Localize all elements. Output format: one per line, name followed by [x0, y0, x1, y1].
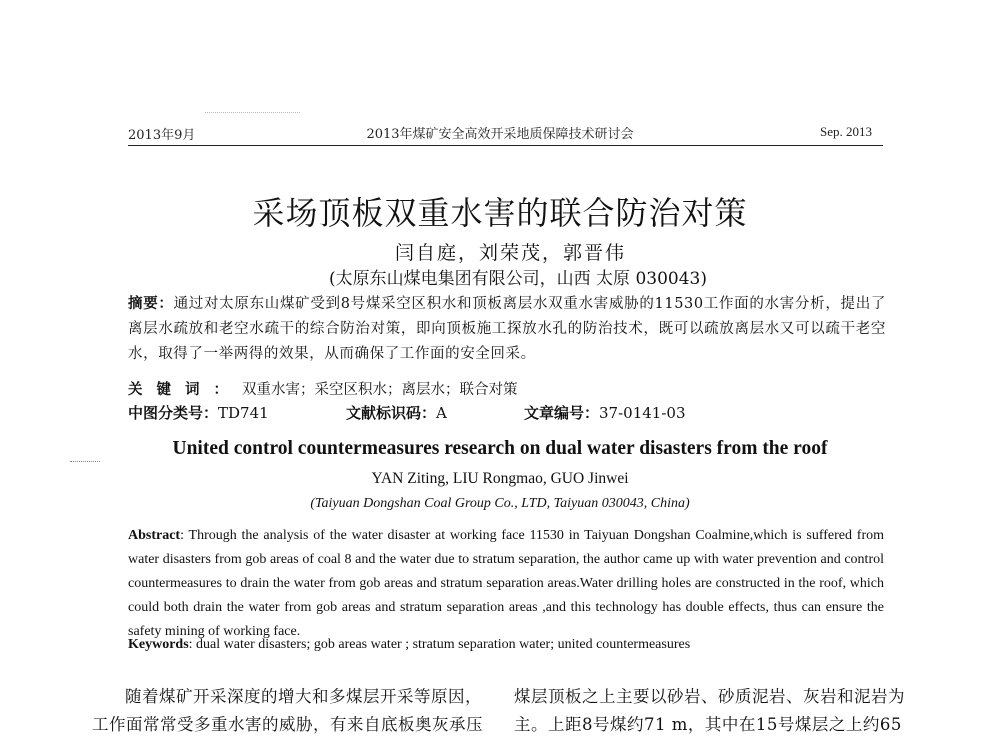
article-no-label: 文章编号：	[524, 404, 600, 422]
margin-decoration	[70, 461, 100, 462]
keywords-en-label: Keywords	[128, 637, 189, 652]
header-decoration	[205, 112, 300, 113]
body-line: 主。上距8号煤约71 m，其中在15号煤层之上约65	[514, 715, 902, 734]
abstract-en	[128, 524, 884, 644]
affiliation-en: (Taiyuan Dongshan Coal Group Co., LTD, Taiyuan 030043, China)	[310, 496, 690, 511]
body-line: 煤层顶板之上主要以砂岩、砂质泥岩、灰岩和泥岩为	[514, 687, 905, 706]
keywords-en-text: : dual water disasters; gob areas water ; stratum separation water; united countermeasures	[188, 637, 691, 652]
body-column-left	[92, 683, 492, 739]
header-date-cn: 2013年9月	[128, 128, 196, 143]
article-number	[524, 402, 686, 423]
header-rule	[128, 145, 883, 146]
body-column-right	[514, 683, 919, 739]
clc-value: TD741	[218, 404, 269, 422]
keywords-en	[128, 637, 690, 653]
abstract-cn-label: 摘要：	[128, 296, 174, 312]
header-date-en: Sep. 2013	[820, 124, 872, 139]
abstract-en-text: : Through the analysis of the water disaster at working face 11530 in Taiyuan Dongshan Coalmine,which is suffered from water disasters from gob areas of coal 8 and the water due to stratum separation, the author came up with water prevention and control countermeasures to drain the water from gob areas and stratum separation areas.Water drilling holes are constructed in the roof, which could both drain the water from gob areas and stratum separation areas ,and this technology has double effects, thus can ensure the safety mining of working face.	[128, 528, 884, 639]
body-line: 工作面常常受多重水害的威胁，有来自底板奥灰承压	[92, 715, 483, 734]
keywords-cn-text: 双重水害；采空区积水；离层水；联合对策	[242, 382, 518, 398]
abstract-en-label: Abstract	[128, 528, 181, 543]
doc-code-value: A	[436, 404, 447, 422]
affiliation-cn: (太原东山煤电集团有限公司，山西 太原 030043)	[329, 269, 707, 289]
document-code	[346, 402, 447, 423]
article-no-value: 37-0141-03	[599, 404, 686, 422]
paper-title-en: United control countermeasures research on dual water disasters from the roof	[172, 438, 828, 459]
abstract-cn	[128, 292, 886, 367]
clc-label: 中图分类号：	[128, 404, 219, 422]
paper-title-cn: 采场顶板双重水害的联合防治对策	[252, 194, 748, 232]
authors-en: YAN Ziting, LIU Rongmao, GUO Jinwei	[371, 470, 629, 487]
clc-number	[128, 402, 269, 423]
authors-cn: 闫自庭，刘荣茂，郭晋伟	[395, 242, 627, 264]
keywords-cn-label: 关键词：	[128, 382, 242, 398]
doc-code-label: 文献标识码：	[346, 404, 437, 422]
header-conference: 2013年煤矿安全高效开采地质保障技术研讨会	[366, 127, 634, 142]
abstract-cn-text: 通过对太原东山煤矿受到8号煤采空区积水和顶板离层水双重水害威胁的11530工作面的水害分析，提出了离层水疏放和老空水疏干的综合防治对策，即向顶板施工探放水孔的防治技术，既可以疏放离层水又可以疏干老空水，取得了一举两得的效果，从而确保了工作面的安全回采。	[128, 296, 886, 362]
body-line: 随着煤矿开采深度的增大和多煤层开采等原因，	[125, 687, 482, 706]
keywords-cn	[128, 378, 518, 399]
